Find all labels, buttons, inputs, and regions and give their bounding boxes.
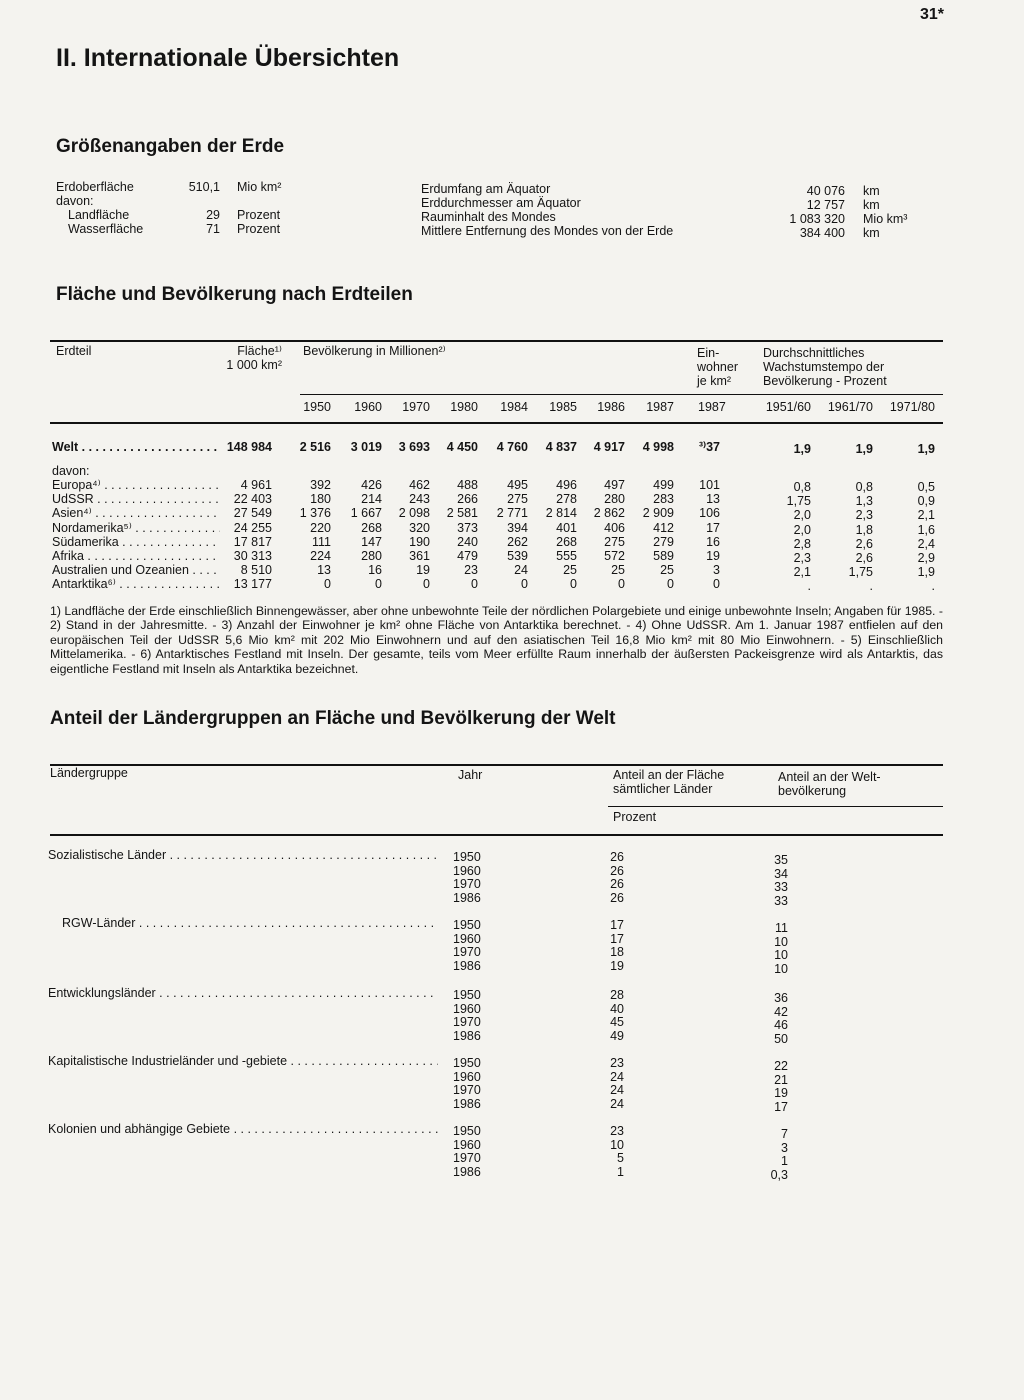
group-pop: 35: [774, 853, 788, 867]
col-year: Jahr: [458, 768, 483, 782]
row-pop: 320: [409, 520, 430, 535]
group-area: 1: [617, 1164, 624, 1179]
row-pop: 401: [556, 520, 577, 535]
group-pop: 10: [774, 961, 788, 976]
row-growth: 1,8: [855, 522, 873, 537]
size-unit: km: [863, 226, 880, 240]
row-name-text: Nordamerika⁵⁾: [52, 520, 132, 535]
year-header: 1985: [549, 400, 577, 414]
row-pop: 373: [457, 520, 478, 535]
row-pop: 224: [310, 549, 331, 563]
group-area: 17: [610, 918, 624, 932]
row-growth: 2,6: [855, 536, 873, 551]
group-pop: 17: [774, 1099, 788, 1114]
group-area: 10: [610, 1137, 624, 1152]
row-growth: 2,3: [793, 551, 811, 565]
row-growth: 1,75: [848, 565, 873, 580]
group-area: 40: [610, 1001, 624, 1016]
group-year: 1960: [453, 1069, 481, 1084]
size-label: Mittlere Entfernung des Mondes von der Erde: [421, 224, 674, 238]
row-pop: 555: [556, 549, 577, 563]
group-pop: 50: [774, 1031, 788, 1046]
year-header: 1987: [646, 400, 674, 414]
group-year: 1986: [453, 890, 481, 905]
row-growth: 2,8: [793, 536, 811, 551]
row-pop: 1 667: [350, 506, 382, 521]
size-heading: Größenangaben der Erde: [56, 136, 285, 157]
group-year: 1986: [453, 1096, 481, 1111]
row-ew: 16: [706, 534, 720, 549]
size-unit: km: [863, 184, 880, 198]
size-unit: Mio km³: [863, 212, 908, 226]
row-pop: 4 450: [446, 440, 478, 454]
group-pop: 10: [774, 948, 788, 963]
col-bevoelkerung: Bevölkerung in Millionen²⁾: [303, 344, 446, 358]
group-area: 23: [610, 1124, 624, 1138]
groups-top-rule: [50, 764, 943, 766]
group-pop: 33: [774, 880, 788, 895]
group-pop: 22: [774, 1059, 788, 1073]
row-pop: 25: [611, 563, 625, 578]
row-name: [52, 535, 220, 549]
group-year: 1970: [453, 1151, 481, 1166]
group-year: 1950: [453, 918, 481, 932]
group-pop: 42: [774, 1004, 788, 1019]
row-name: [52, 506, 220, 520]
group-year: 1970: [453, 1083, 481, 1098]
group-area: 23: [610, 1056, 624, 1070]
row-pop: 280: [361, 549, 382, 563]
year-header: 1984: [500, 400, 528, 414]
col-einwohner: Ein- wohner je km²: [697, 346, 738, 388]
group-name-text: RGW-Länder: [62, 916, 136, 930]
row-growth: 1,3: [855, 494, 873, 509]
row-flaeche: 13 177: [233, 577, 272, 592]
row-flaeche: 22 403: [233, 492, 272, 507]
year-header: 1960: [354, 400, 382, 414]
col-wachstum: Durchschnittliches Wachstumstempo der Bevölkerung - Prozent: [763, 346, 887, 388]
size-label: Erdumfang am Äquator: [421, 182, 551, 196]
size-value: 1 083 320: [789, 212, 845, 226]
row-pop: 539: [507, 549, 528, 563]
group-area: 26: [610, 863, 624, 878]
row-pop: 16: [368, 563, 382, 578]
group-year: 1960: [453, 931, 481, 946]
group-area: 24: [610, 1096, 624, 1111]
row-ew: 101: [699, 478, 720, 492]
row-pop: 479: [457, 549, 478, 563]
row-pop: 262: [507, 534, 528, 549]
row-pop: 180: [310, 492, 331, 507]
group-name-text: Sozialistische Länder: [48, 848, 167, 862]
group-pop: 11: [775, 921, 788, 935]
row-pop: 392: [310, 478, 331, 492]
row-pop: 278: [556, 492, 577, 507]
page-number: 31*: [919, 6, 944, 23]
row-pop: 0: [618, 577, 625, 592]
years-top-rule: [300, 394, 943, 395]
row-flaeche: 17 817: [233, 534, 272, 549]
size-label: Landfläche: [68, 208, 130, 222]
row-ew: 3: [713, 563, 720, 578]
row-pop: 3 019: [350, 440, 382, 454]
page-title: II. Internationale Übersichten: [56, 44, 400, 72]
row-pop: 394: [507, 520, 528, 535]
row-name-text: Antarktika⁶⁾: [52, 577, 116, 592]
row-pop: 0: [570, 577, 577, 592]
group-pop: 3: [781, 1140, 788, 1155]
group-area: 24: [610, 1069, 624, 1084]
group-pop: 10: [774, 934, 788, 949]
header-bottom-rule: [50, 422, 943, 424]
row-pop: 0: [667, 577, 674, 592]
unit-top-rule: [608, 806, 943, 807]
col-erdteil: Erdteil: [56, 344, 92, 358]
row-pop: 0: [471, 577, 478, 592]
row-pop: 0: [324, 577, 331, 592]
row-pop: 4 917: [593, 440, 625, 454]
group-year: 1960: [453, 1137, 481, 1152]
group-name: [62, 916, 438, 930]
group-year: 1986: [453, 958, 481, 973]
year-header: 1986: [597, 400, 625, 414]
row-pop: 2 862: [593, 506, 625, 521]
row-ew: 17: [706, 520, 720, 535]
row-growth: 2,0: [793, 508, 811, 523]
row-pop: 0: [521, 577, 528, 592]
size-label: Erddurchmesser am Äquator: [421, 196, 581, 210]
row-name: [52, 577, 220, 591]
row-growth: 2,4: [917, 536, 935, 551]
row-growth: 0,9: [917, 494, 935, 509]
row-pop: 572: [604, 549, 625, 563]
row-pop: 268: [556, 534, 577, 549]
group-pop: 21: [774, 1072, 788, 1087]
row-pop: 4 998: [642, 440, 674, 454]
row-ew: 19: [706, 549, 720, 563]
row-pop: 488: [457, 478, 478, 492]
row-pop: 2 814: [545, 506, 577, 521]
group-year: 1970: [453, 1015, 481, 1030]
group-name: [48, 986, 438, 1000]
table-top-rule: [50, 340, 943, 342]
row-pop: 25: [563, 563, 577, 578]
row-name-text: Südamerika: [52, 534, 119, 549]
group-name-text: Kolonien und abhängige Gebiete: [48, 1122, 231, 1136]
row-growth: 2,1: [917, 508, 935, 523]
row-pop: 3 693: [398, 440, 430, 454]
group-name-text: Kapitalistische Industrieländer und -gebiete: [48, 1054, 288, 1068]
row-growth: 2,0: [793, 522, 811, 537]
period-header: 1971/80: [889, 400, 935, 414]
row-pop: 495: [507, 478, 528, 492]
row-name-text: Australien und Ozeanien: [52, 563, 189, 578]
group-area: 26: [610, 877, 624, 892]
group-pop: 1: [781, 1154, 788, 1169]
size-label: Rauminhalt des Mondes: [421, 210, 556, 224]
row-growth: 1,9: [917, 565, 935, 580]
row-flaeche: 30 313: [233, 549, 272, 563]
group-area: 24: [610, 1083, 624, 1098]
size-value: 40 076: [806, 184, 845, 198]
group-year: 1986: [453, 1028, 481, 1043]
row-flaeche: 24 255: [233, 520, 272, 535]
group-name: [48, 1122, 438, 1136]
row-name: [52, 440, 220, 454]
row-growth: .: [869, 579, 873, 594]
row-pop: 1 376: [299, 506, 331, 521]
row-ew: 106: [699, 506, 720, 521]
row-pop: 214: [361, 492, 382, 507]
row-name: [52, 478, 220, 492]
row-pop: 147: [361, 534, 382, 549]
size-value: 12 757: [806, 198, 845, 212]
row-flaeche: 27 549: [233, 506, 272, 521]
group-year: 1960: [453, 863, 481, 878]
row-ew: ³⁾37: [698, 440, 720, 454]
row-pop: 497: [604, 478, 625, 492]
group-area: 19: [610, 958, 624, 973]
row-pop: 462: [409, 478, 430, 492]
group-pop: 19: [774, 1086, 788, 1101]
group-area: 45: [610, 1015, 624, 1030]
row-pop: 275: [507, 492, 528, 507]
row-pop: 496: [556, 478, 577, 492]
row-pop: 2 516: [299, 440, 331, 454]
size-value: 71: [206, 222, 220, 236]
row-pop: 243: [409, 492, 430, 507]
group-year: 1986: [453, 1164, 481, 1179]
row-growth: .: [931, 579, 935, 594]
row-pop: 2 909: [642, 506, 674, 521]
row-pop: 13: [317, 563, 331, 578]
group-pop: 0,3: [770, 1167, 788, 1182]
group-area: 17: [610, 931, 624, 946]
row-pop: 2 771: [496, 506, 528, 521]
group-year: 1970: [453, 945, 481, 960]
row-growth: 0,5: [917, 480, 935, 494]
groups-header-bottom-rule: [50, 834, 943, 836]
year-header: 1987: [698, 400, 726, 414]
row-name: [52, 563, 220, 577]
row-name-text: Welt: [52, 440, 79, 454]
row-flaeche: 8 510: [240, 563, 272, 578]
footnotes: [50, 604, 943, 676]
row-pop: 275: [604, 534, 625, 549]
row-pop: 2 581: [446, 506, 478, 521]
group-area: 49: [610, 1028, 624, 1043]
col-unit: Prozent: [613, 810, 657, 824]
group-area: 26: [610, 890, 624, 905]
row-pop: 279: [653, 534, 674, 549]
row-pop: 25: [660, 563, 674, 578]
groups-heading: Anteil der Ländergruppen an Fläche und Bevölkerung der Welt: [50, 708, 616, 729]
row-pop: 268: [361, 520, 382, 535]
period-header: 1951/60: [765, 400, 811, 414]
row-growth: 1,9: [855, 442, 873, 456]
group-area: 5: [617, 1151, 624, 1166]
row-growth: 1,75: [786, 494, 811, 509]
row-pop: 2 098: [398, 506, 430, 521]
row-pop: 190: [409, 534, 430, 549]
row-name-text: Afrika: [52, 549, 84, 563]
footnotes-text: 1) Landfläche der Erde einschließlich Binnengewässer, aber ohne unbewohnte Teile der nördlichen Polargebiete und einige unbewohnte Inseln; Angaben für 1985. - 2) Stand in der Jahresmitte. - 3) Anzahl der Einwohner je km² ohne Fläche von Antarktika berechnet. - 4) Ohne UdSSR. Am 1. Januar 1987 entfielen auf den europäischen Teil der UdSSR 5,6 Mio km² mit 202 Mio Einwohnern und auf den asiatischen Teil 16,8 Mio km² mit 80 Mio Einwohnern. - 5) Einschließlich Mittelamerika. - 6) Antarktisches Festland mit Inseln. Der gesamte, teils vom Meer erfüllte Raum innerhalb der äußersten Packeisgrenze wird als Antarktis, das eigentliche Festland mit Inseln als Antarktika bezeichnet.: [50, 604, 943, 676]
group-pop: 34: [774, 866, 788, 881]
size-label: Wasserfläche: [68, 222, 144, 236]
group-area: 26: [610, 850, 624, 864]
size-value: 29: [206, 208, 220, 222]
size-unit: Mio km²: [237, 180, 282, 194]
row-flaeche: 148 984: [226, 440, 272, 454]
col-group: Ländergruppe: [50, 766, 128, 780]
row-growth: 1,9: [917, 442, 935, 456]
size-unit: km: [863, 198, 880, 212]
row-name: [52, 492, 220, 506]
row-growth: 2,1: [793, 565, 811, 580]
row-pop: 589: [653, 549, 674, 563]
row-pop: 4 760: [496, 440, 528, 454]
row-growth: 2,6: [855, 551, 873, 565]
continents-heading: Fläche und Bevölkerung nach Erdteilen: [56, 284, 413, 305]
davon-label: davon:: [52, 464, 90, 478]
group-year: 1950: [453, 850, 481, 864]
size-unit: Prozent: [237, 222, 281, 236]
size-value: 384 400: [799, 226, 845, 240]
row-growth: .: [807, 579, 811, 594]
col-flaeche: Fläche¹⁾ 1 000 km²: [226, 344, 282, 372]
group-year: 1960: [453, 1001, 481, 1016]
row-growth: 2,9: [917, 551, 935, 565]
col-area-share: Anteil an der Fläche sämtlicher Länder: [613, 768, 725, 796]
group-year: 1950: [453, 1124, 481, 1138]
period-header: 1961/70: [827, 400, 873, 414]
size-value: 510,1: [188, 180, 220, 194]
row-pop: 406: [604, 520, 625, 535]
group-area: 28: [610, 988, 624, 1002]
row-growth: 1,9: [793, 442, 811, 456]
row-growth: 2,3: [855, 508, 873, 523]
group-pop: 33: [774, 893, 788, 908]
row-name: [52, 549, 220, 563]
group-year: 1970: [453, 877, 481, 892]
row-pop: 426: [361, 478, 382, 492]
col-pop-share: Anteil an der Welt- bevölkerung: [778, 770, 881, 798]
row-pop: 24: [514, 563, 528, 578]
row-growth: 0,8: [793, 480, 811, 494]
group-year: 1950: [453, 988, 481, 1002]
size-unit: Prozent: [237, 208, 281, 222]
row-pop: 240: [457, 534, 478, 549]
year-header: 1950: [303, 400, 331, 414]
row-name-text: Asien⁴⁾: [52, 506, 92, 521]
year-header: 1970: [402, 400, 430, 414]
row-pop: 280: [604, 492, 625, 507]
row-pop: 283: [653, 492, 674, 507]
row-name-text: UdSSR: [52, 492, 94, 507]
row-pop: 4 837: [545, 440, 577, 454]
row-pop: 499: [653, 478, 674, 492]
group-area: 18: [610, 945, 624, 960]
group-pop: 46: [774, 1018, 788, 1033]
group-pop: 36: [774, 991, 788, 1005]
row-growth: 1,6: [917, 522, 935, 537]
row-pop: 266: [457, 492, 478, 507]
size-label: Erdoberfläche: [56, 180, 134, 194]
row-flaeche: 4 961: [240, 478, 272, 492]
row-pop: 361: [409, 549, 430, 563]
row-pop: 0: [423, 577, 430, 592]
row-ew: 13: [706, 492, 720, 507]
size-label: davon:: [56, 194, 94, 208]
row-pop: 220: [310, 520, 331, 535]
group-name: [48, 848, 438, 862]
row-ew: 0: [713, 577, 720, 592]
row-pop: 19: [416, 563, 430, 578]
row-pop: 0: [375, 577, 382, 592]
row-pop: 412: [653, 520, 674, 535]
group-name-text: Entwicklungsländer: [48, 986, 156, 1000]
row-pop: 111: [311, 534, 331, 549]
row-growth: 0,8: [855, 480, 873, 494]
row-name-text: Europa⁴⁾: [52, 478, 101, 492]
group-year: 1950: [453, 1056, 481, 1070]
row-pop: 23: [464, 563, 478, 578]
group-name: [48, 1054, 438, 1068]
group-pop: 7: [781, 1127, 788, 1141]
year-header: 1980: [450, 400, 478, 414]
row-name: [52, 521, 220, 535]
